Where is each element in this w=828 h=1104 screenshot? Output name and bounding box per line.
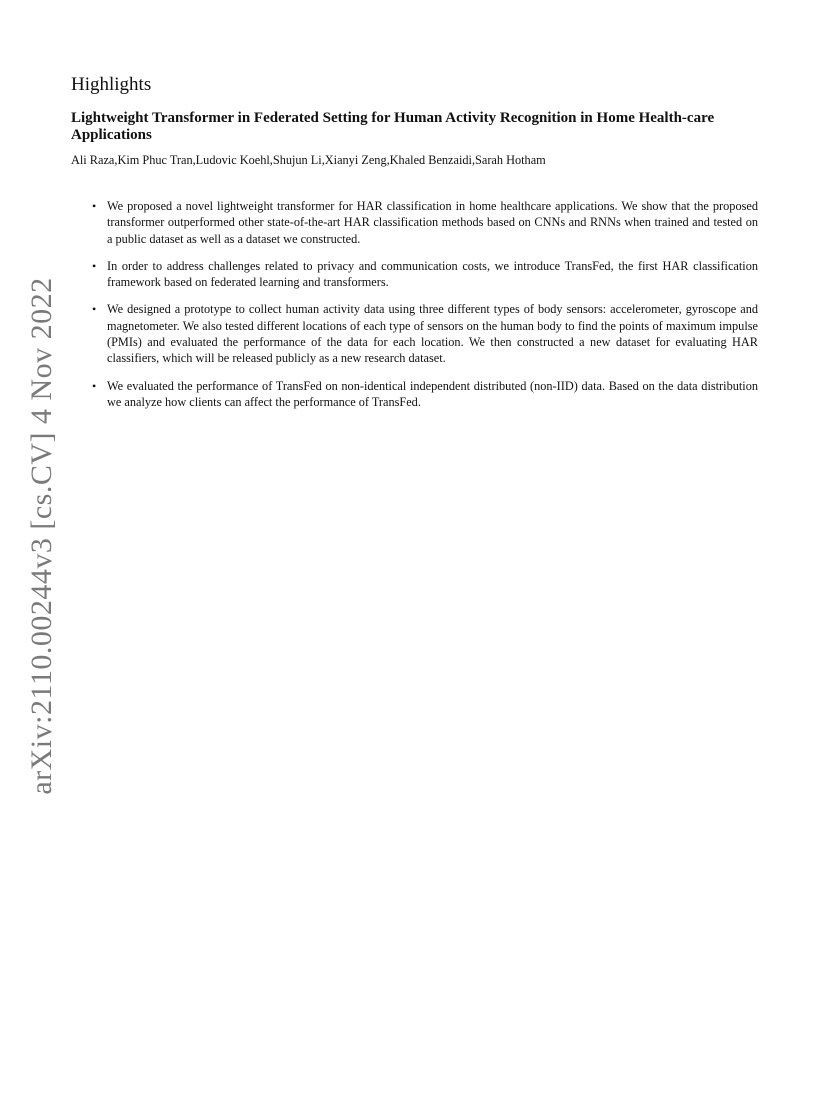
highlight-text: We designed a prototype to collect human activity data using three different types of body sensors: accelerometer, gyroscope and magnetometer. We also tested different locations of each type of sensors on the human body to find the points of maximum impulse (PMIs) and evaluated the performance of the data for each location. We then constructed a new dataset for evaluating HAR classifiers, which will be released publicly as a new research dataset. (107, 302, 758, 366)
author-list: Ali Raza,Kim Phuc Tran,Ludovic Koehl,Shujun Li,Xianyi Zeng,Khaled Benzaidi,Sarah Hotham (71, 153, 546, 167)
bullet-icon: • (92, 378, 97, 393)
highlight-item (90, 258, 758, 291)
highlight-text: We proposed a novel lightweight transformer for HAR classification in home healthcare applications. We show that the proposed transformer outperformed other state-of-the-art HAR classification methods based on CNNs and RNNs when trained and tested on a public dataset as well as a dataset we constructed. (107, 199, 758, 246)
bullet-icon: • (92, 302, 97, 317)
bullet-icon: • (92, 258, 97, 273)
highlight-text: We evaluated the performance of TransFed on non-identical independent distributed (non-IID) data. Based on the data distribution we analyze how clients can affect the performance of TransFed. (107, 378, 758, 409)
highlights-list (90, 198, 758, 421)
highlight-item (90, 378, 758, 411)
paper-title: Lightweight Transformer in Federated Setting for Human Activity Recognition in Home Health-care Applications (71, 110, 715, 143)
highlight-item (90, 198, 758, 247)
bullet-icon: • (92, 199, 97, 213)
arxiv-identifier-stamp: arXiv:2110.00244v3 [cs.CV] 4 Nov 2022 (25, 277, 58, 795)
highlight-text: In order to address challenges related to privacy and communication costs, we introduce TransFed, the first HAR classification framework based on federated learning and transformers. (107, 258, 758, 290)
section-heading: Highlights (71, 74, 152, 95)
highlight-item (90, 301, 758, 366)
